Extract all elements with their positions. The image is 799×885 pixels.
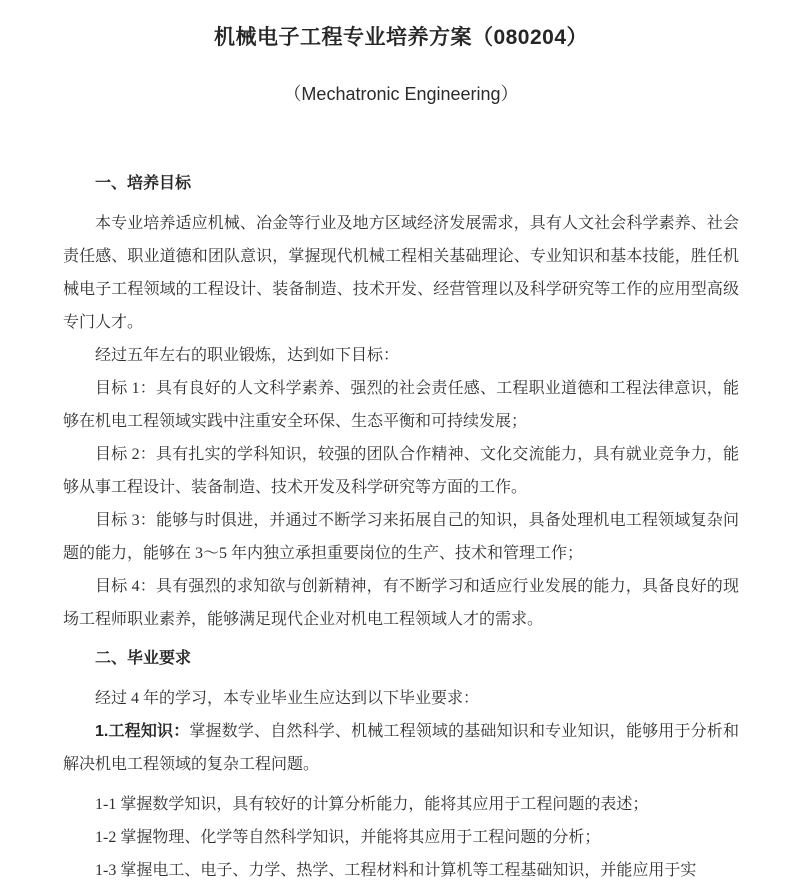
- paragraph-objective-2: 目标 2：具有扎实的学科知识，较强的团队合作精神、文化交流能力，具有就业竞争力，能够从事工程设计、装备制造、技术开发及科学研究等方面的工作。: [63, 446, 739, 496]
- requirement-1-text: 掌握数学、自然科学、机械工程领域的基础知识和专业知识，能够用于分析和解决机电工程领域的复杂工程问题。: [63, 723, 739, 773]
- paragraph-indicator-1-2: 1-2 掌握物理、化学等自然科学知识，并能将其应用于工程问题的分析；: [95, 829, 601, 846]
- document-title: 机械电子工程专业培养方案（080204）: [213, 26, 589, 49]
- paragraph-program-overview: 本专业培养适应机械、冶金等行业及地方区域经济发展需求，具有人文社会科学素养、社会责任感、职业道德和团队意识，掌握现代机械工程相关基础理论、专业知识和基本技能，胜任机械电子工程领域的工程设计、装备制造、技术开发、经营管理以及科学研究等工作的应用型高级专门人才。: [63, 215, 739, 331]
- section-heading-graduation-requirements: 二、毕业要求: [95, 650, 192, 667]
- paragraph-objective-1: 目标 1：具有良好的人文科学素养、强烈的社会责任感、工程职业道德和工程法律意识，能够在机电工程领域实践中注重安全环保、生态平衡和可持续发展；: [63, 380, 739, 430]
- paragraph-requirement-1: [63, 715, 739, 781]
- paragraph-graduation-intro: 经过 4 年的学习，本专业毕业生应达到以下毕业要求：: [95, 690, 480, 707]
- paragraph-career-development-intro: 经过五年左右的职业锻炼，达到如下目标：: [95, 347, 400, 364]
- document-subtitle: （Mechatronic Engineering）: [283, 84, 519, 104]
- section-heading-training-objectives: 一、培养目标: [95, 175, 192, 192]
- paragraph-objective-3: 目标 3：能够与时俱进，并通过不断学习来拓展自己的知识，具备处理机电工程领域复杂问题的能力，能够在 3～5 年内独立承担重要岗位的生产、技术和管理工作；: [63, 512, 739, 562]
- paragraph-objective-4: 目标 4：具有强烈的求知欲与创新精神，有不断学习和适应行业发展的能力，具备良好的现场工程师职业素养，能够满足现代企业对机电工程领域人才的需求。: [63, 578, 739, 628]
- requirement-1-label: 1.工程知识：: [95, 723, 190, 740]
- paragraph-indicator-1-3: 1-3 掌握电工、电子、力学、热学、工程材料和计算机等工程基础知识，并能应用于实: [95, 862, 697, 879]
- paragraph-indicator-1-1: 1-1 掌握数学知识，具有较好的计算分析能力，能将其应用于工程问题的表述；: [95, 796, 649, 813]
